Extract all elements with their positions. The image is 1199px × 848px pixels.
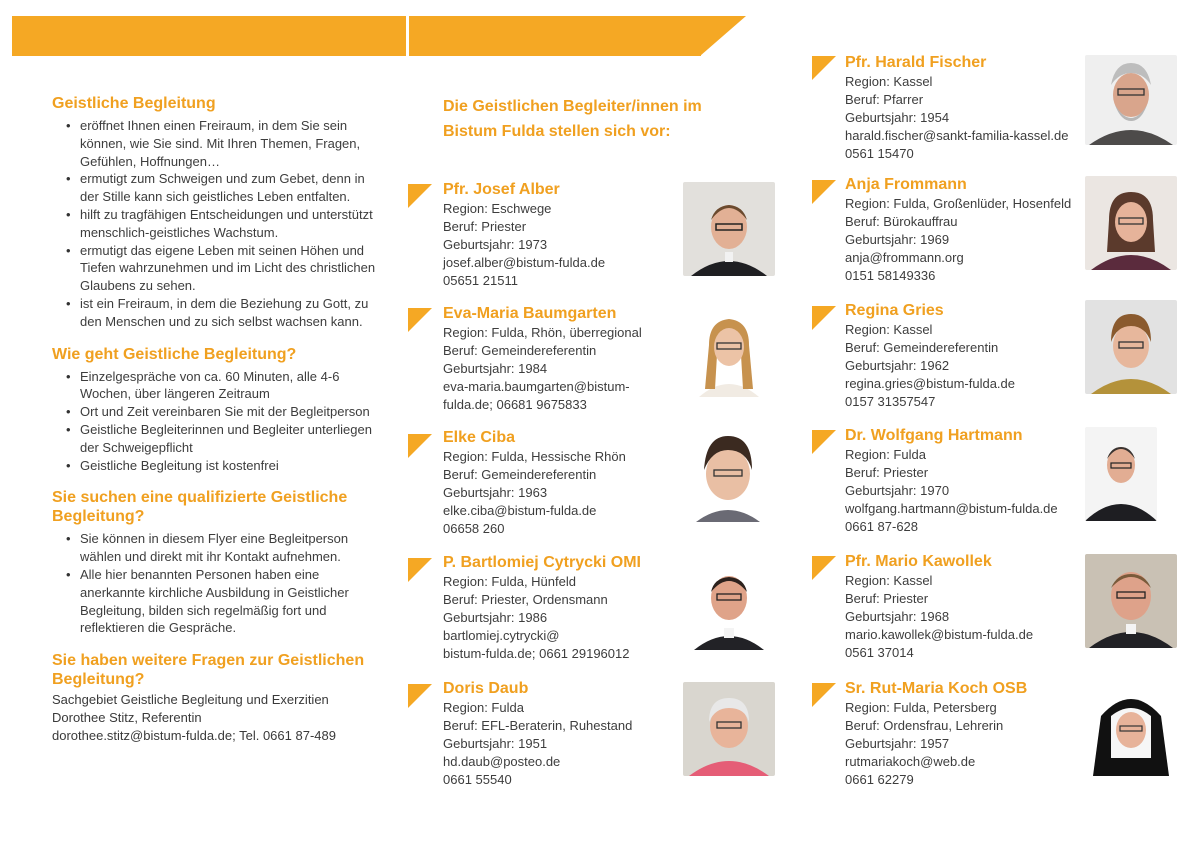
person-phone: 0661 55540	[443, 772, 512, 787]
person-name: Anja Frommann	[845, 176, 967, 193]
person-birthyear: Geburtsjahr: 1957	[845, 736, 950, 751]
person-card	[845, 679, 1080, 789]
person-name: Dr. Wolfgang Hartmann	[845, 427, 1023, 444]
person-region: Region: Fulda, Hessische Rhön	[443, 449, 626, 464]
section-wie-geht	[52, 345, 382, 475]
bullet-item: • Geistliche Begleiterinnen und Begleiter unterliegen der Schweigepflicht	[80, 421, 382, 457]
contact-department: Sachgebiet Geistliche Begleitung und Exerzitien	[52, 692, 329, 708]
person-job: Beruf: Pfarrer	[845, 92, 924, 107]
portrait-photo	[683, 682, 775, 776]
info-column	[52, 94, 382, 759]
contact-email-phone[interactable]: dorothee.stitz@bistum-fulda.de; Tel. 0661 87-489	[52, 728, 336, 744]
person-job: Beruf: Gemeindereferentin	[443, 343, 597, 358]
person-name: Pfr. Josef Alber	[443, 181, 560, 198]
person-phone: 0661 62279	[845, 772, 914, 787]
person-birthyear: Geburtsjahr: 1973	[443, 237, 548, 252]
section-qualifizierte-begleitung	[52, 488, 382, 637]
bullet-item: • eröffnet Ihnen einen Freiraum, in dem Sie sein können, wie Sie sind. Mit Ihren Themen, Fragen, Gefühlen, Hoffnungen…	[80, 117, 382, 170]
person-job: Beruf: Priester	[443, 219, 527, 234]
contact-section	[52, 651, 382, 745]
portrait-photo	[1085, 176, 1177, 270]
person-region: Region: Fulda, Rhön, überregional	[443, 325, 642, 340]
arrow-marker-icon	[408, 684, 432, 708]
person-email-phone[interactable]: bistum-fulda.de; 0661 29196012	[443, 646, 630, 661]
portrait-photo	[686, 428, 770, 522]
person-region: Region: Kassel	[845, 74, 933, 89]
arrow-marker-icon	[812, 180, 836, 204]
header-bar-left	[12, 16, 406, 56]
person-name: Pfr. Harald Fischer	[845, 54, 987, 71]
person-email[interactable]: bartlomiej.cytrycki@	[443, 628, 560, 643]
portrait-photo	[1085, 554, 1177, 648]
person-name: Doris Daub	[443, 680, 529, 697]
person-birthyear: Geburtsjahr: 1951	[443, 736, 548, 751]
person-job: Beruf: EFL-Beraterin, Ruhestand	[443, 718, 633, 733]
bullet-item: • ist ein Freiraum, in dem die Beziehung zu Gott, zu den Menschen und zu sich selbst wachsen kann.	[80, 295, 382, 331]
person-phone: 0661 87-628	[845, 519, 919, 534]
person-region: Region: Fulda, Hünfeld	[443, 574, 576, 589]
person-card	[443, 304, 713, 414]
person-email[interactable]: harald.fischer@sankt-familia-kassel.de	[845, 128, 1069, 143]
person-name: Eva-Maria Baumgarten	[443, 305, 617, 322]
bullet-item: • Sie können in diesem Flyer eine Begleitperson wählen und direkt mit ihr Kontakt aufnehmen.	[80, 530, 382, 566]
person-phone: 0561 37014	[845, 645, 914, 660]
arrow-marker-icon	[812, 556, 836, 580]
arrow-marker-icon	[408, 434, 432, 458]
person-birthyear: Geburtsjahr: 1984	[443, 361, 548, 376]
person-phone: 0151 58149336	[845, 268, 936, 283]
person-email[interactable]: wolfgang.hartmann@bistum-fulda.de	[845, 501, 1058, 516]
person-email[interactable]: elke.ciba@bistum-fulda.de	[443, 503, 597, 518]
header-bar-middle	[409, 16, 701, 56]
arrow-marker-icon	[812, 430, 836, 454]
person-email-phone[interactable]: fulda.de; 06681 9675833	[443, 397, 587, 412]
person-region: Region: Eschwege	[443, 201, 552, 216]
arrow-marker-icon	[812, 683, 836, 707]
section-title: Geistliche Begleitung	[52, 95, 216, 112]
person-email[interactable]: rutmariakoch@web.de	[845, 754, 976, 769]
person-card	[443, 553, 713, 663]
section-geistliche-begleitung	[52, 94, 382, 331]
portrait-photo	[683, 182, 775, 276]
person-birthyear: Geburtsjahr: 1969	[845, 232, 950, 247]
person-name: Elke Ciba	[443, 429, 516, 446]
header-bar-arrow	[700, 16, 746, 56]
arrow-marker-icon	[408, 184, 432, 208]
person-job: Beruf: Gemeindereferentin	[845, 340, 999, 355]
contact-person: Dorothee Stitz, Referentin	[52, 710, 202, 726]
person-job: Beruf: Gemeindereferentin	[443, 467, 597, 482]
bullet-item: • hilft zu tragfähigen Entscheidungen und unterstützt menschlich-geistliches Wachstum.	[80, 206, 382, 242]
person-email[interactable]: anja@frommann.org	[845, 250, 964, 265]
person-job: Beruf: Priester	[845, 465, 929, 480]
person-phone: 06658 260	[443, 521, 505, 536]
portrait-photo	[1085, 55, 1177, 145]
person-card	[845, 426, 1080, 536]
person-email[interactable]: eva-maria.baumgarten@bistum-	[443, 379, 630, 394]
person-job: Beruf: Ordensfrau, Lehrerin	[845, 718, 1004, 733]
person-card	[443, 428, 713, 538]
person-birthyear: Geburtsjahr: 1954	[845, 110, 950, 125]
person-phone: 0561 15470	[845, 146, 914, 161]
person-birthyear: Geburtsjahr: 1963	[443, 485, 548, 500]
arrow-marker-icon	[812, 56, 836, 80]
person-phone: 0157 31357547	[845, 394, 936, 409]
person-card	[845, 175, 1080, 285]
person-email[interactable]: hd.daub@posteo.de	[443, 754, 561, 769]
person-card	[845, 53, 1080, 163]
section-title: Sie suchen eine qualifizierte Geistliche Begleitung?	[52, 489, 348, 526]
person-card	[845, 552, 1080, 662]
bullet-item: • ermutigt zum Schweigen und zum Gebet, denn in der Stille kann sich geistliches Leben entfalten.	[80, 170, 382, 206]
arrow-marker-icon	[812, 306, 836, 330]
person-name: Regina Gries	[845, 302, 944, 319]
person-region: Region: Fulda, Großenlüder, Hosenfeld	[845, 196, 1072, 211]
person-region: Region: Kassel	[845, 322, 933, 337]
person-job: Beruf: Priester, Ordensmann	[443, 592, 608, 607]
portrait-photo	[1085, 300, 1177, 394]
person-birthyear: Geburtsjahr: 1970	[845, 483, 950, 498]
person-region: Region: Kassel	[845, 573, 933, 588]
person-birthyear: Geburtsjahr: 1986	[443, 610, 548, 625]
portrait-photo	[1085, 427, 1157, 521]
arrow-marker-icon	[408, 308, 432, 332]
arrow-marker-icon	[408, 558, 432, 582]
person-region: Region: Fulda	[845, 447, 926, 462]
intro-heading: Die Geistlichen Begleiter/innen im Bistum Fulda stellen sich vor:	[443, 98, 702, 140]
bullet-item: • Ort und Zeit vereinbaren Sie mit der Begleitperson	[80, 403, 382, 421]
person-region: Region: Fulda, Petersberg	[845, 700, 997, 715]
person-name: Pfr. Mario Kawollek	[845, 553, 992, 570]
person-card	[443, 679, 713, 789]
person-birthyear: Geburtsjahr: 1962	[845, 358, 950, 373]
portrait-photo	[686, 556, 772, 650]
person-birthyear: Geburtsjahr: 1968	[845, 609, 950, 624]
section-title: Sie haben weitere Fragen zur Geistlichen Begleitung?	[52, 652, 365, 689]
person-card	[845, 301, 1080, 411]
bullet-item: • ermutigt das eigene Leben mit seinen Höhen und Tiefen wahrzunehmen und im Licht des christlichen Glaubens zu sehen.	[80, 242, 382, 295]
bullet-item: • Geistliche Begleitung ist kostenfrei	[80, 457, 382, 475]
bullet-list	[52, 117, 382, 331]
person-email[interactable]: mario.kawollek@bistum-fulda.de	[845, 627, 1034, 642]
portrait-photo	[683, 305, 775, 397]
bullet-list	[52, 530, 382, 637]
person-email[interactable]: josef.alber@bistum-fulda.de	[443, 255, 606, 270]
person-card	[443, 180, 713, 290]
portrait-photo	[1085, 682, 1177, 776]
person-email[interactable]: regina.gries@bistum-fulda.de	[845, 376, 1016, 391]
bullet-item: • Alle hier benannten Personen haben eine anerkannte kirchliche Ausbildung in Geistlicher Begleitung, bilden sich regelmäßig fort und reflektieren die Gespräche.	[80, 566, 382, 637]
person-region: Region: Fulda	[443, 700, 524, 715]
person-job: Beruf: Bürokauffrau	[845, 214, 958, 229]
bullet-list	[52, 368, 382, 475]
person-name: P. Bartlomiej Cytrycki OMI	[443, 554, 641, 571]
bullet-item: • Einzelgespräche von ca. 60 Minuten, alle 4-6 Wochen, über längeren Zeitraum	[80, 368, 382, 404]
person-job: Beruf: Priester	[845, 591, 929, 606]
person-phone: 05651 21511	[443, 273, 518, 288]
section-title: Wie geht Geistliche Begleitung?	[52, 345, 297, 363]
person-name: Sr. Rut-Maria Koch OSB	[845, 680, 1028, 697]
